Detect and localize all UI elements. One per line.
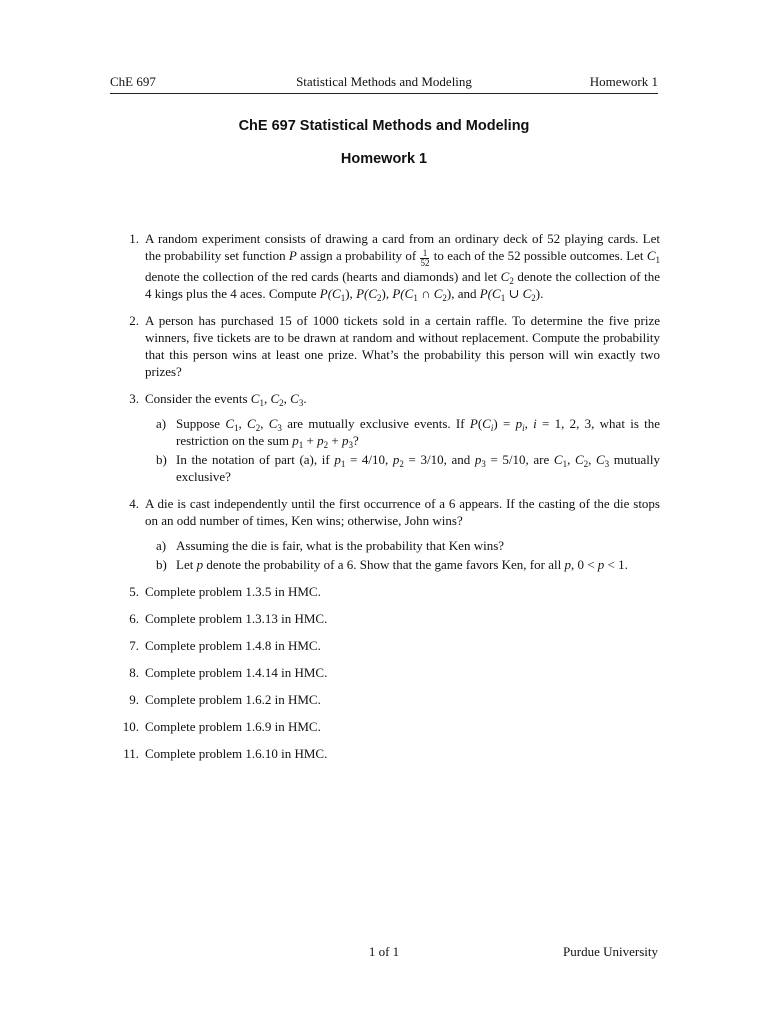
subpart-a: a) Assuming the die is fair, what is the probability that Ken wins? [156, 538, 505, 553]
problem-4 [112, 495, 660, 573]
problem-number: 11. [123, 746, 139, 761]
problem-text: A die is cast independently until the first occurrence of a 6 appears. If the casting of the die stops on an odd number of times, Ken wins; otherwise, John wins? [145, 496, 660, 528]
problem-text: A random experiment consists of drawing a card from an ordinary deck of 52 playing cards. Let the probability set function P assign a probability of $\frac{1}{52}$ to each of the 52 possible outcomes. Let $C_1$ denote the collection of the red cards (hearts and diamonds) and let $C_2$ denote the collection of the 4 kings plus the 4 aces. Compute $P(C_1)$, $P(C_2)$, $P(C_1$ ∩ $C_2$), and $P(C_1$ ∪ $C_2$). [145, 231, 660, 303]
problem-number: 9. [129, 692, 139, 707]
problem-9 [112, 691, 660, 708]
problem-2 [112, 312, 660, 380]
document-title: ChE 697 Statistical Methods and Modeling [238, 118, 530, 134]
fraction: $\frac{1}{52}$ [420, 248, 430, 268]
problem-text: Complete problem 1.4.14 in HMC. [145, 665, 328, 680]
problem-number: 5. [129, 584, 139, 599]
problem-text: Complete problem 1.6.2 in HMC. [145, 692, 321, 707]
problem-3 [112, 390, 660, 485]
page-number: 1 of 1 [368, 944, 400, 959]
subpart-label: b) [156, 557, 167, 572]
subpart-b: b) Let p denote the probability of a 6. Show that the game favors Ken, for all p, 0 < p < 1. [156, 557, 628, 572]
subpart-label: a) [156, 416, 167, 431]
header-course: ChE 697 [110, 74, 156, 89]
problem-number: 2. [129, 313, 139, 328]
problem-text: Complete problem 1.3.13 in HMC. [145, 611, 328, 626]
problem-number: 3. [129, 391, 139, 406]
problem-number: 8. [129, 665, 139, 680]
subparts [145, 537, 660, 573]
problem-7 [112, 637, 660, 654]
problem-5 [112, 583, 660, 600]
problem-number: 1. [129, 231, 139, 246]
problem-text: Complete problem 1.6.10 in HMC. [145, 746, 328, 761]
problem-10 [112, 718, 660, 735]
problem-text: Complete problem 1.6.9 in HMC. [145, 719, 321, 734]
subpart-a: a) Suppose $C_1$, $C_2$, $C_3$ are mutually exclusive events. If $P(C_i) = p_i$, i = 1, 2, 3, what is the restriction on the sum $p_1 + p_2 + p_3$? [156, 416, 661, 450]
subpart-b: b) In the notation of part (a), if $p_1 = 4/10$, $p_2 = 3/10$, and $p_3 = 5/10$, are $C_1$, $C_2$, $C_3$ mutually exclusive? [156, 452, 661, 484]
subpart-label: b) [156, 452, 167, 467]
subparts [145, 415, 660, 485]
problem-number: 7. [129, 638, 139, 653]
problem-text: Consider the events $C_1$, $C_2$, $C_3$. [145, 391, 307, 408]
problem-number: 4. [129, 496, 139, 511]
problem-6 [112, 610, 660, 627]
problem-number: 10. [122, 719, 139, 734]
problem-text: Complete problem 1.4.8 in HMC. [145, 638, 321, 653]
running-header [110, 74, 658, 94]
header-course-title: Statistical Methods and Modeling [296, 74, 472, 89]
problem-11 [112, 745, 660, 762]
problem-list [112, 230, 660, 772]
problem-1 [112, 230, 660, 302]
problem-8 [112, 664, 660, 681]
subpart-label: a) [156, 538, 167, 553]
document-subtitle: Homework 1 [340, 151, 428, 167]
header-assignment: Homework 1 [589, 74, 658, 89]
problem-text: Complete problem 1.3.5 in HMC. [145, 584, 321, 599]
problem-number: 6. [129, 611, 139, 626]
footer-institution: Purdue University [563, 944, 658, 959]
problem-text: A person has purchased 15 of 1000 tickets sold in a certain raffle. To determine the five prize winners, five tickets are to be drawn at random and without replacement. Compute the probability that this person wins at least one prize. What’s the probability this person will win exactly two prizes? [145, 313, 660, 379]
